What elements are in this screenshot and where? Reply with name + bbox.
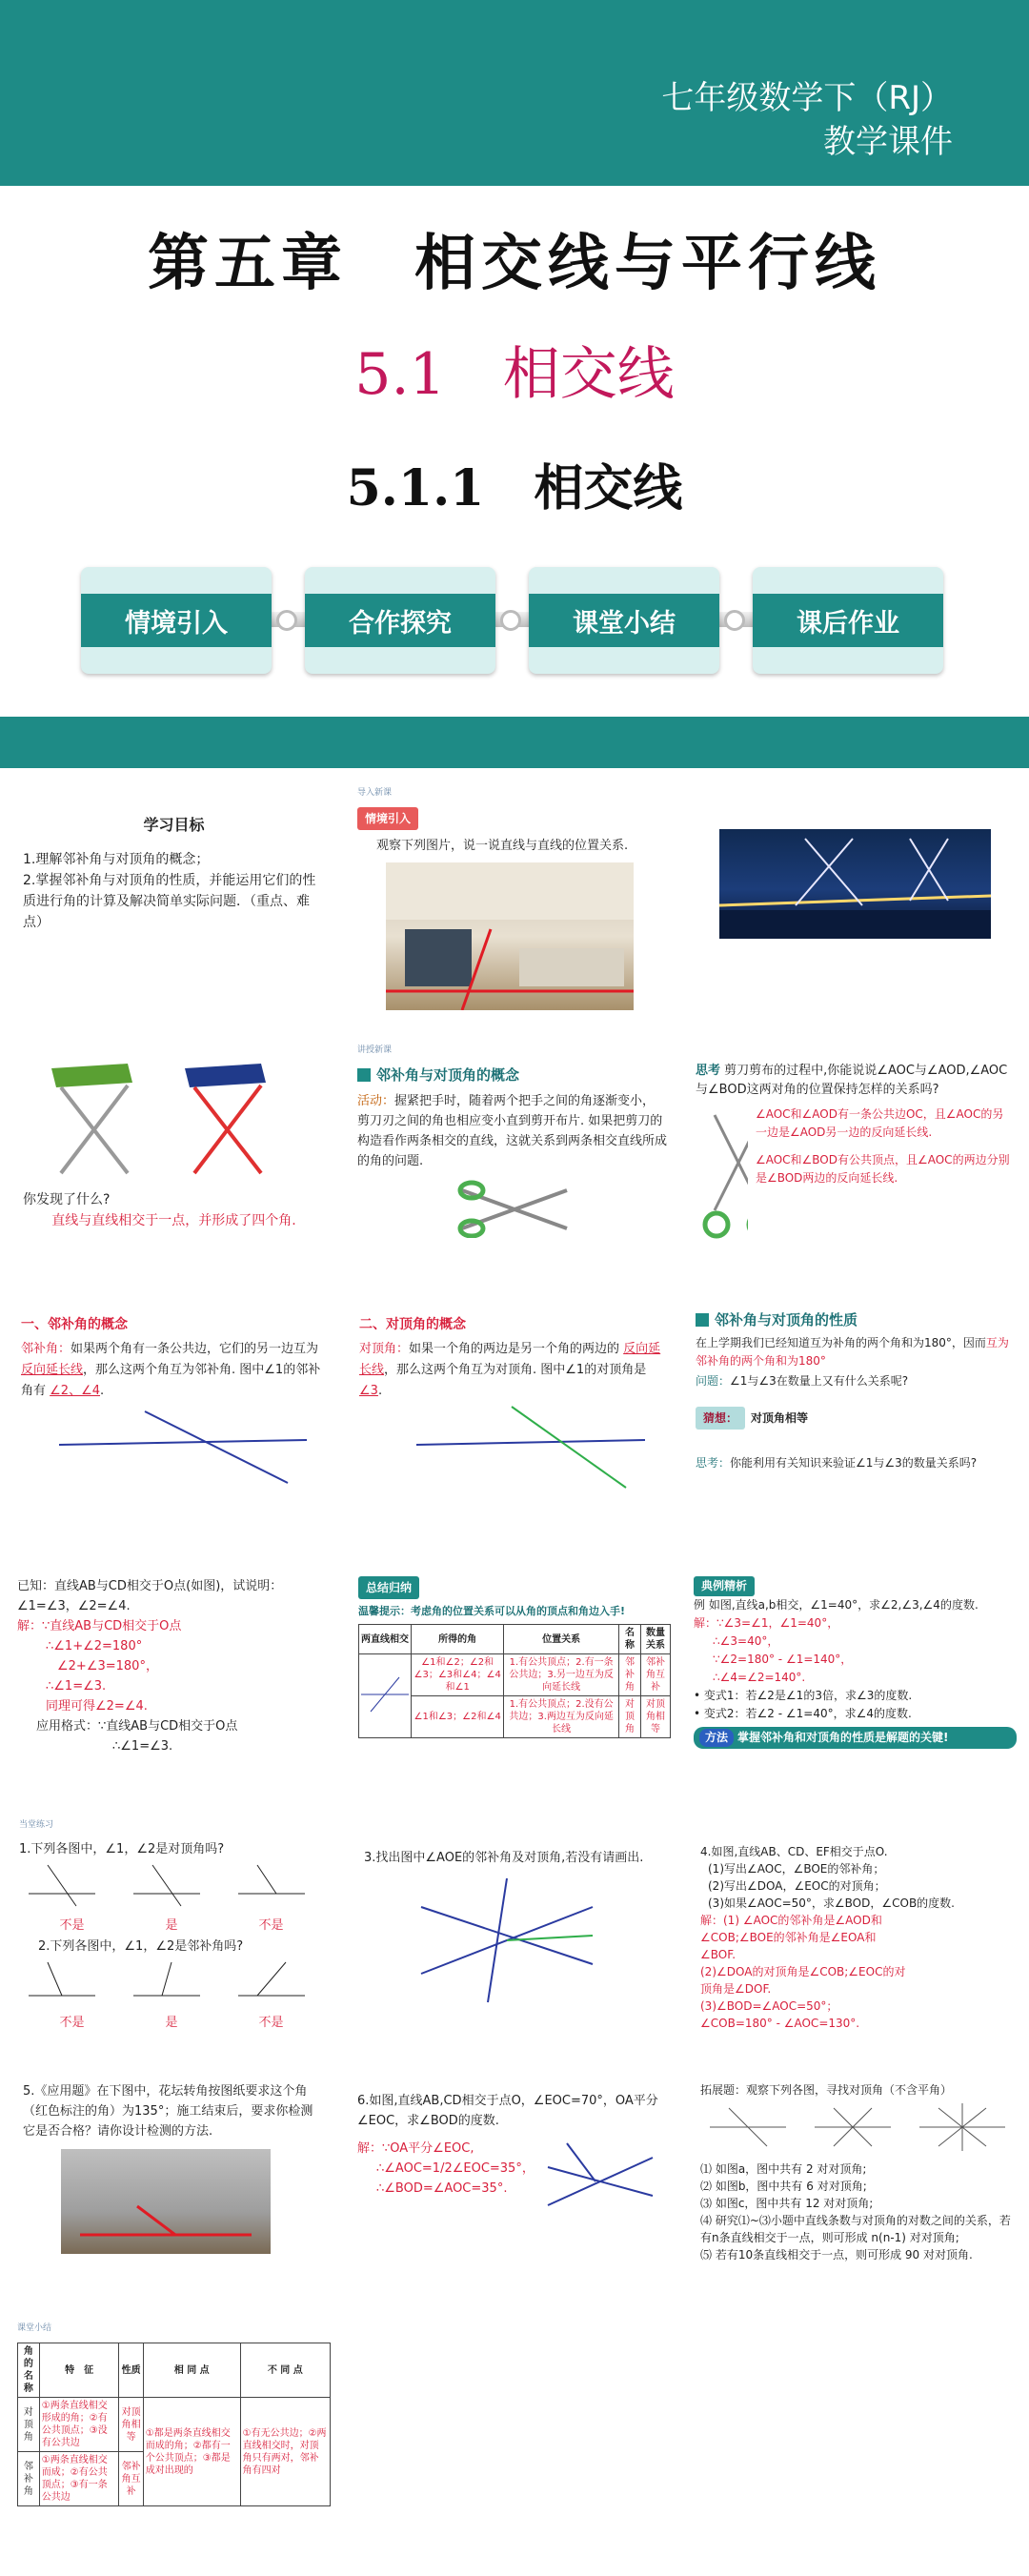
table-header: 特 征 xyxy=(39,2343,119,2398)
practice-5-slide xyxy=(348,2087,676,2306)
practice-5-diagram xyxy=(538,2139,662,2224)
vertical-text-2: ，那么这两个角互为对顶角. 图中∠1的对顶角是 xyxy=(384,1363,647,1377)
practice-3-answer-2: (2)∠DOA的对顶角是∠COB;∠EOC的对顶角是∠DOF. xyxy=(700,1965,906,1996)
practice-5-step-3: ∴∠BOD=∠AOC=35°. xyxy=(376,2181,508,2196)
application-line-2: ∴∠1=∠3. xyxy=(112,1739,173,1754)
vertical-angles-diagram xyxy=(359,1402,664,1497)
concept-slide xyxy=(348,1034,676,1282)
nav-explore-label: 合作探究 xyxy=(305,594,495,647)
table-header: 两直线相交 xyxy=(359,1625,412,1654)
slide-tag: 导入新课 xyxy=(357,788,393,798)
method-text: 掌握邻补角和对顶角的性质是解题的关键! xyxy=(737,1731,949,1744)
table-header: 名称 xyxy=(618,1625,640,1654)
properties-heading-text: 邻补角与对顶角的性质 xyxy=(715,1311,858,1329)
table-cell: 对顶角相等 xyxy=(119,2398,143,2452)
heading-marker xyxy=(357,1068,371,1082)
activity-text: 握紧把手时，随着两个把手之间的角逐渐变小，剪刀刃之间的角也相应变小直到剪开布片. 如果把剪刀的构造看作两条相交的直线，这就关系到两条相交直线所成的角的问题. xyxy=(357,1094,668,1168)
vertical-blank-2: ∠3 xyxy=(359,1384,378,1398)
guess-text: 对顶角相等 xyxy=(751,1411,809,1425)
adjacent-slide xyxy=(10,1310,338,1525)
activity-label: 活动： xyxy=(357,1094,395,1108)
folding-stools-illustration xyxy=(23,1049,328,1183)
summary-tip: 温馨提示：考虑角的位置关系可以从角的顶点和角边入手! xyxy=(358,1605,626,1617)
table-cell: 邻补角互补 xyxy=(640,1654,670,1696)
course-name xyxy=(661,76,953,164)
answer: 是 xyxy=(165,1918,178,1933)
think-answer-1: ∠AOC和∠AOD有一条公共边OC，且∠AOC的另一边是∠AOD另一边的反向延长线. xyxy=(755,1107,1004,1139)
goals-slide xyxy=(10,796,338,986)
method-banner xyxy=(694,1727,1017,1749)
practice-6-line-3: ⑶ 如图c，图中共有 12 对对顶角; xyxy=(700,2197,874,2210)
table-header: 所得的角 xyxy=(412,1625,504,1654)
method-label: 方法 xyxy=(699,1729,734,1747)
course-line-2: 教学课件 xyxy=(823,123,953,161)
answer: 是 xyxy=(165,2016,178,2030)
example-slide xyxy=(686,1572,1024,1792)
practice-6-figures xyxy=(700,2099,1015,2156)
answer: 不是 xyxy=(59,1918,85,1933)
nav-connector-dot xyxy=(724,610,745,631)
adjacent-heading: 一、邻补角的概念 xyxy=(21,1317,128,1332)
practice-2-question: 3.找出图中∠AOE的邻补角及对顶角,若没有请画出. xyxy=(364,1851,644,1865)
slide-tag: 讲授新课 xyxy=(357,1045,393,1055)
practice-6-line-2: ⑵ 如图b，图中共有 6 对对顶角; xyxy=(700,2180,867,2193)
vertical-heading: 二、对顶角的概念 xyxy=(359,1317,466,1332)
goals-item-1: 1.理解邻补角与对顶角的概念； xyxy=(23,852,210,867)
vertical-blank-1: 反向延长线 xyxy=(359,1342,661,1377)
practice-3-answer-1: 解：(1) ∠AOC的邻补角是∠AOD和∠COB;∠BOE的邻补角是∠EOA和∠BOF. xyxy=(700,1914,882,1961)
practice-6-line-1: ⑴ 如图a，图中共有 2 对对顶角; xyxy=(700,2162,867,2176)
practice-4-slide xyxy=(10,2078,338,2297)
table-row xyxy=(18,2398,331,2452)
bridge-cables xyxy=(719,829,991,939)
adjacent-text-2: ，那么这两个角互为邻补角. 图中∠1的邻补角有 xyxy=(21,1363,321,1398)
practice-6-line-5: ⑸ 若有10条直线相交于一点，则可形成 90 对对顶角. xyxy=(700,2248,973,2262)
practice-1-question-1: 1.下列各图中，∠1，∠2是对顶角吗? xyxy=(19,1842,225,1856)
example-step-2: ∴∠3=40°， xyxy=(713,1634,779,1648)
practice-5-step-2: ∴∠AOC=1/2∠EOC=35°， xyxy=(376,2161,535,2176)
table-cell: 对顶角相等 xyxy=(640,1696,670,1738)
cover-footer-band xyxy=(0,717,1029,768)
table-header: 位置关系 xyxy=(504,1625,619,1654)
practice-3-sub-2: (2)写出∠DOA，∠EOC的对顶角； xyxy=(708,1879,886,1893)
table-cell-diagram xyxy=(359,1654,412,1738)
scissors-icon xyxy=(453,1171,576,1238)
think-slide xyxy=(686,1058,1024,1282)
stools-slide xyxy=(10,1044,338,1272)
practice-1-slide xyxy=(10,1811,338,2039)
goals-title: 学习目标 xyxy=(143,816,205,834)
nav-homework-button[interactable] xyxy=(753,567,943,674)
proof-slide xyxy=(10,1572,348,1787)
adjacent-term: 邻补角： xyxy=(21,1342,71,1356)
vertical-text-1: 如果一个角的两边是另一个角的两边的 xyxy=(409,1342,620,1356)
practice-6-question: 拓展题：观察下列各图，寻找对顶角（不含平角） xyxy=(700,2083,953,2097)
practice-6-slide xyxy=(691,2078,1024,2297)
practice-6-line-4: ⑷ 研究⑴~⑶小题中直线条数与对顶角的对数之间的关系，若有n条直线相交于一点，则可形成 n(n-1) 对对顶角; xyxy=(700,2214,1011,2244)
practice-3-question: 4.如图,直线AB、CD、EF相交于点O. xyxy=(700,1845,888,1858)
stools-answer: 直线与直线相交于一点，并形成了四个角. xyxy=(51,1213,296,1228)
answer: 不是 xyxy=(258,2016,284,2030)
practice-4-question: 5.《应用题》在下图中，花坛转角按图纸要求这个角（红色标注的角）为135°；施工结束后，要求你检测它是否合格？请你设计检测的方法. xyxy=(23,2084,313,2139)
question-label: 问题： xyxy=(696,1374,731,1388)
nav-homework-label: 课后作业 xyxy=(753,594,943,647)
think-question: 剪刀剪布的过程中,你能说说∠AOC与∠AOD,∠AOC与∠BOD这两对角的位置保持怎样的关系吗? xyxy=(696,1064,1008,1097)
slide-tag: 当堂练习 xyxy=(19,1820,54,1830)
proof-step-5: 同理可得∠2=∠4. xyxy=(46,1699,148,1714)
adjacent-blank-2: ∠2、∠4 xyxy=(50,1384,101,1398)
table-header: 数量关系 xyxy=(640,1625,670,1654)
nav-explore-button[interactable] xyxy=(305,567,495,674)
proof-step-4: ∴∠1=∠3. xyxy=(46,1679,107,1694)
practice-5-question: 6.如图,直线AB,CD相交于点O，∠EOC=70°，OA平分∠EOC，求∠BOD的度数. xyxy=(357,2094,658,2128)
section-title: 5.1 相交线 xyxy=(354,341,675,408)
nav-connector-dot xyxy=(500,610,521,631)
variant-1: • 变式1：若∠2是∠1的3倍，求∠3的度数. xyxy=(694,1689,913,1702)
properties-highlight: 互为邻补角的两个角和为180° xyxy=(696,1336,1009,1368)
proof-step-1: 解：∵直线AB与CD相交于O点 xyxy=(17,1619,182,1633)
answer: 不是 xyxy=(59,2016,85,2030)
summary-table-slide xyxy=(353,1572,676,1792)
variant-2: • 变式2：若∠2 - ∠1=40°，求∠4的度数. xyxy=(694,1707,912,1720)
table-cell: ∠1和∠2；∠2和∠3；∠3和∠4；∠4和∠1 xyxy=(412,1654,504,1696)
application-line-1: ∵直线AB与CD相交于O点 xyxy=(98,1719,238,1734)
nav-connector-dot xyxy=(276,610,297,631)
adjacent-definition xyxy=(21,1339,327,1402)
adjacent-blank-1: 反向延长线 xyxy=(21,1363,84,1377)
table-header: 不 同 点 xyxy=(240,2343,330,2398)
table-cell: ∠1和∠3；∠2和∠4 xyxy=(412,1696,504,1738)
chapter-title: 第五章 相交线与平行线 xyxy=(148,228,881,299)
table-header: 角的名称 xyxy=(18,2343,40,2398)
example-step-1: 解：∵∠3=∠1，∠1=40°， xyxy=(694,1616,839,1630)
table-cell: 对顶角 xyxy=(618,1696,640,1738)
table-header-row xyxy=(18,2343,331,2398)
living-room-lines xyxy=(386,862,634,1010)
adjacent-text-1: 如果两个角有一条公共边，它们的另一边互为 xyxy=(71,1342,319,1356)
practice-5-step-1: 解：∵OA平分∠EOC, xyxy=(357,2141,474,2156)
intro-slide xyxy=(348,777,676,1024)
table-cell: ①两条直线相交形成的角；②有公共顶点；③没有公共边 xyxy=(39,2398,119,2452)
vertical-term: 对顶角： xyxy=(359,1342,410,1356)
navigation-bar xyxy=(81,558,948,681)
recap-slide xyxy=(10,2316,338,2564)
think-label: 思考： xyxy=(696,1456,731,1470)
flower-bed-photo xyxy=(61,2149,271,2254)
proof-given: 已知：直线AB与CD相交于O点(如图)，试说明：∠1=∠3，∠2=∠4. xyxy=(17,1579,283,1613)
slide-tag: 课堂小结 xyxy=(17,2323,52,2333)
table-cell: ①都是两条直线相交而成的角；②都有一个公共顶点；③都是成对出现的 xyxy=(143,2398,240,2506)
practice-1-question-2: 2.下列各图中，∠1，∠2是邻补角吗? xyxy=(38,1939,244,1954)
vertical-end: . xyxy=(377,1384,383,1398)
practice-3-slide xyxy=(691,1839,1024,2044)
sub-section-title: 5.1.1 相交线 xyxy=(346,459,683,517)
adjacent-end: . xyxy=(100,1384,105,1398)
cover-header-band xyxy=(0,0,1029,186)
practice-1-figures-1 xyxy=(19,1860,324,1908)
properties-slide xyxy=(686,1306,1024,1525)
table-header: 性质 xyxy=(119,2343,143,2398)
table-cell: 1.有公共顶点；2.没有公共边；3.两边互为反向延长线 xyxy=(504,1696,619,1738)
example-step-4: ∴∠4=∠2=140°. xyxy=(713,1671,806,1684)
nav-summary-button[interactable] xyxy=(529,567,719,674)
table-header: 相 同 点 xyxy=(143,2343,240,2398)
nav-intro-label: 情境引入 xyxy=(81,594,272,647)
angle-summary-table xyxy=(358,1624,671,1738)
concept-heading xyxy=(357,1065,667,1085)
proof-step-2: ∴∠1+∠2=180° xyxy=(46,1639,143,1653)
stools-question: 你发现了什么? xyxy=(23,1192,111,1207)
table-cell: ①两条直线相交而成；②有公共顶点；③有一条公共边 xyxy=(39,2452,119,2506)
recap-table xyxy=(17,2343,331,2506)
course-line-1: 七年级数学下（RJ） xyxy=(661,79,953,117)
cover-slide xyxy=(0,0,1029,724)
flower-bed-angle xyxy=(61,2149,271,2254)
practice-3-answer-3: (3)∠BOD=∠AOC=50°；∠COB=180° - ∠AOC=130°. xyxy=(700,1999,860,2030)
proof-step-3: ∠2+∠3=180°， xyxy=(57,1659,158,1673)
example-step-3: ∵∠2=180° - ∠1=140°， xyxy=(713,1653,853,1666)
nav-summary-label: 课堂小结 xyxy=(529,594,719,647)
think-answer-2: ∠AOC和∠BOD有公共顶点，且∠AOC的两边分别是∠BOD两边的反向延长线. xyxy=(755,1153,1010,1185)
vertical-slide xyxy=(348,1310,676,1525)
practice-1-figures-2 xyxy=(19,1957,324,2005)
bridge-photo xyxy=(719,829,991,939)
table-cell: 对顶角 xyxy=(18,2398,40,2452)
practice-2-slide xyxy=(353,1844,676,2035)
intro-text: 观察下列图片，说一说直线与直线的位置关系. xyxy=(376,839,629,853)
table-cell: ①有无公共边；②两直线相交时，对顶角只有两对，邻补角有四对 xyxy=(240,2398,330,2506)
living-room-photo xyxy=(386,862,634,1010)
table-cell: 邻补角 xyxy=(18,2452,40,2506)
cross-lines-icon xyxy=(361,1675,409,1714)
application-label: 应用格式： xyxy=(36,1719,99,1734)
table-cell: 1.有公共顶点；2.有一条公共边；3.另一边互为反向延长线 xyxy=(504,1654,619,1696)
question-text: ∠1与∠3在数量上又有什么关系呢? xyxy=(730,1374,909,1388)
table-row xyxy=(359,1654,671,1696)
guess-label: 猜想： xyxy=(696,1407,745,1430)
bridge-slide xyxy=(710,820,1005,953)
answer: 不是 xyxy=(258,1918,284,1933)
intersecting-lines-diagram xyxy=(21,1402,326,1488)
think-label: 思考 xyxy=(696,1064,721,1078)
intro-label: 情境引入 xyxy=(357,807,418,830)
example-question: 例 如图,直线a,b相交，∠1=40°，求∠2,∠3,∠4的度数. xyxy=(694,1598,979,1612)
properties-heading xyxy=(696,1309,1015,1330)
heading-marker xyxy=(696,1313,709,1327)
concept-heading-text: 邻补角与对顶角的概念 xyxy=(376,1066,520,1084)
scissors-diagram xyxy=(696,1105,748,1248)
example-tag: 典例精析 xyxy=(694,1576,755,1596)
practice-3-sub-3: (3)如果∠AOC=50°，求∠BOD，∠COB的度数. xyxy=(708,1897,955,1910)
properties-text: 在上学期我们已经知道互为补角的两个角和为180°，因而 xyxy=(696,1336,986,1349)
nav-intro-button[interactable] xyxy=(81,567,272,674)
practice-3-sub-1: (1)写出∠AOC，∠BOE的邻补角； xyxy=(708,1862,885,1876)
vertical-definition xyxy=(359,1339,665,1402)
table-cell: 邻补角 xyxy=(618,1654,640,1696)
table-header-row xyxy=(359,1625,671,1654)
star-lines-diagram xyxy=(364,1869,650,2012)
think-text: 你能利用有关知识来验证∠1与∠3的数量关系吗? xyxy=(730,1456,978,1470)
table-cell: 邻补角互补 xyxy=(119,2452,143,2506)
summary-tag: 总结归纳 xyxy=(358,1576,419,1599)
goals-item-2: 2.掌握邻补角与对顶角的性质，并能运用它们的性质进行角的计算及解决简单实际问题．（重点、难点） xyxy=(23,873,316,930)
